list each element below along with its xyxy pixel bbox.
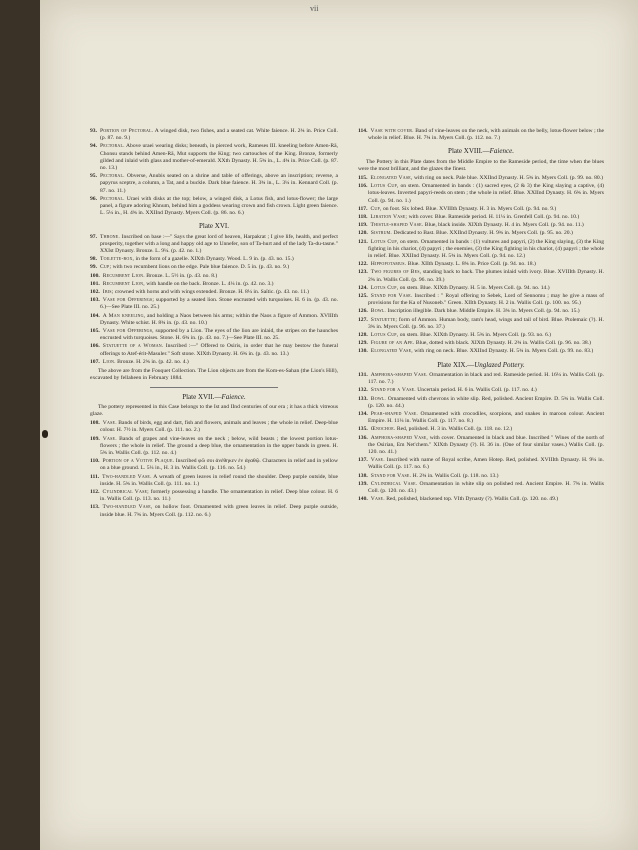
entry-text: Ornamentation in black and red. Rameside period. H. 16¼ in. Wallis Coll. (p. 117. no. 7.)	[368, 371, 604, 386]
catalogue-entry	[90, 234, 338, 256]
entry-number: 108.	[90, 420, 100, 427]
binding-hole	[42, 430, 48, 438]
catalogue-entry	[358, 222, 604, 229]
entry-text: with cover. Blue. Rameside period. H. 11¼ in. Grenfell Coll. (p. 94. no. 10.)	[408, 214, 580, 221]
catalogue-entry	[90, 359, 338, 366]
entry-name: A Man kneeling,	[102, 312, 146, 319]
entry-name: Stand for Vase.	[370, 472, 412, 479]
entry-text: A wreath of green leaves in relief round the shoulder. Deep purple outside, blue inside. H. 5¾ in. Wallis Coll. (p. 111. no. 1.)	[100, 473, 339, 487]
entry-text: Ornamented with crocodiles, scorpions, and snakes in maroon colour. Ancient Empire. H. 11¼ in. Wallis Coll. (p. 117. no. 8.)	[368, 410, 605, 425]
entry-text: with handle on the back. Bronze. L. 4¼ in. (p. 42. no. 3.)	[146, 280, 274, 287]
entry-text: with cover. Ornamented in black and blue. Inscribed " Wines of the north of the Osirian, Em Net'chem." XIXth Dynasty (?). H. 36 in. (One of four similar vases.) Wallis Coll. (p. 120. no. 41.)	[368, 434, 605, 455]
entry-name: Bowl.	[370, 395, 387, 402]
entry-text: Blue, black inside. XIXth Dynasty. H. 4 in. Myers Coll. (p. 94. no. 11.)	[424, 222, 584, 229]
catalogue-entry	[90, 297, 338, 311]
entry-text: Inscribed on base :—" Says the great lord of heaven, Harpakrat ; I give life, health, and perfect prosperity, together with a long and happy old age to Unnefer, son of Ta-hurt and of the lady Ta-du-tasne." XXIst Dynasty. Bronze. L. 9¼. (p. 42. no. 1.)	[100, 233, 338, 255]
entry-name: Two-handled Vase,	[102, 504, 153, 511]
entry-text: Ornamentation in white slip on polished red. Ancient Empire. H. 7¾ in. Wallis Coll. (p. 120. no. 43.)	[368, 480, 604, 494]
entry-name: Lotus Cup,	[370, 183, 399, 190]
catalogue-entry	[90, 458, 338, 472]
entry-text: Inscribed φῶ σοι ἀνέθηκεν ἐν ἀγαθῷ. Characters in relief and in yellow on a blue ground. L. 5¼ in., H. 3 in. Wallis Coll. (p. 116. no. 54.)	[100, 458, 338, 472]
entry-name: Toilette-box,	[100, 256, 135, 263]
entry-name: Hippopotamus.	[370, 261, 407, 268]
catalogue-entry	[358, 293, 604, 307]
entry-number: 121.	[358, 238, 368, 245]
plate-19-heading	[358, 362, 604, 369]
entry-text: Blue. XIIth Dynasty. L. 8¾ in. Price Coll. (p. 94. no. 18.)	[407, 261, 536, 268]
entry-name: Vase.	[102, 420, 117, 427]
entry-number: 104.	[90, 312, 100, 319]
plate-title: Plate XVII.—	[182, 392, 222, 401]
catalogue-entry	[358, 481, 604, 495]
catalogue-entry	[358, 435, 604, 457]
entry-number: 140.	[358, 496, 368, 503]
entry-number: 120.	[358, 230, 368, 237]
catalogue-entry	[358, 285, 604, 292]
entry-name: Thistle-shaped Vase.	[370, 222, 424, 229]
page-number: vii	[310, 4, 319, 13]
entry-number: 93.	[90, 128, 97, 134]
plate-18-heading	[358, 148, 604, 155]
entry-text: Band of vine-leaves on the neck, with animals on the belly, lotus-flower below ; the whole in relief. Blue. H. 7¾ in. Myers Coll. (p. 112. no. 7.)	[368, 128, 604, 142]
plate-subtitle: Faience.	[221, 392, 246, 401]
catalogue-entry	[358, 457, 604, 471]
catalogue-entry	[358, 175, 604, 182]
entry-text: Blue, dotted with black. XIXth Dynasty. H. 2¾ in. Wallis Coll. (p. 96. no. 38.)	[415, 340, 591, 347]
entry-name: Œnochoe.	[370, 426, 396, 433]
entry-text: Bronze. H. 2¾ in. (p. 42. no. 4.)	[117, 358, 189, 365]
entry-number: 115.	[358, 175, 368, 182]
entry-number: 123.	[358, 269, 368, 276]
entry-name: Amphora-shaped Vase.	[370, 371, 428, 378]
catalogue-entry	[358, 308, 604, 315]
entry-number: 113.	[90, 504, 100, 511]
entry-name: Recumbent Lion.	[102, 272, 145, 279]
catalogue-entry	[90, 328, 338, 342]
entry-name: Figure of an Ape.	[370, 340, 415, 347]
entry-number: 102.	[90, 289, 100, 296]
entry-name: Pectoral.	[100, 173, 125, 180]
plate-subtitle: Unglazed Pottery.	[474, 360, 525, 369]
catalogue-entry	[358, 496, 604, 503]
entry-text: Obverse, Anubis seated on a shrine and table of offerings, above an inscription; reverse, a papyrus sceptre, a column, a Tat, and a buckle. Dark blue faience. H. 3¾ in., L. 3¼ in. Kennard Coll. (p. 87. no. 11.)	[100, 173, 338, 194]
entry-text: Dedicated to Bast. Blue. XXIInd Dynasty. H. 9¾ in. Myers Coll. (p. 95. no. 20.)	[393, 230, 573, 237]
entry-name: Lotus Cup,	[370, 332, 399, 339]
catalogue-entry	[358, 214, 604, 221]
entry-text: supported by a Lion. The eyes of the lion are inlaid, the stripes on the haunches encrusted with turquoises. Stone. H. 6¾ in. (p. 43. no. 7.)—See Plate III. no. 25.	[100, 328, 338, 342]
entry-number: 122.	[358, 261, 368, 268]
entry-number: 128.	[358, 332, 368, 339]
entry-text: Inscribed with name of Royal scribe, Amen Hotep. Red, polished. XVIIIth Dynasty. H. 9¼ in. Wallis Coll. (p. 117. no. 6.)	[368, 457, 604, 471]
entry-name: Statuette;	[370, 316, 398, 323]
entry-number: 119.	[358, 222, 368, 229]
catalogue-entry	[358, 239, 604, 261]
catalogue-entry	[358, 183, 604, 205]
plate-title: Plate XVI.	[199, 222, 229, 231]
catalogue-entry	[90, 474, 338, 488]
entry-name: Stand for Vase.	[370, 293, 413, 300]
entry-number: 98.	[90, 256, 97, 263]
catalogue-entry	[358, 332, 604, 339]
entry-number: 94.	[90, 143, 97, 150]
entry-number: 95.	[90, 173, 97, 180]
entry-number: 124.	[358, 284, 368, 291]
plate-subtitle: Faience.	[489, 147, 514, 156]
entry-number: 117.	[358, 205, 368, 212]
entry-number: 111.	[90, 473, 100, 480]
entry-number: 130.	[358, 348, 368, 355]
entry-number: 126.	[358, 308, 368, 315]
entry-number: 96.	[90, 195, 97, 202]
catalogue-entry	[358, 317, 604, 331]
catalogue-entry	[358, 230, 604, 237]
catalogue-entry	[358, 473, 604, 480]
plate-title: Plate XVIII.—	[448, 147, 490, 156]
entry-number: 109.	[90, 435, 100, 442]
entry-name: Pectoral.	[100, 143, 125, 150]
entry-text: Uraei with disks at the top; below, a winged disk, a Lotus fish, and lotus-flower; the large panel, a figure adoring Khnum, behind him a goddess wearing crown and fish crown. Light green faience. L. 5¼ in., H. 4¾ in. XXIInd Dynasty. Myers Coll. (p. 86. no. 6.)	[100, 195, 338, 217]
catalogue-entry	[90, 436, 338, 458]
catalogue-entry	[90, 173, 338, 195]
catalogue-entry	[90, 256, 338, 263]
entry-name: Vase.	[370, 496, 385, 503]
entry-number: 131.	[358, 371, 368, 378]
entry-number: 114.	[358, 128, 368, 134]
entry-name: Two figures of Bes,	[370, 269, 422, 276]
catalogue-entry	[90, 489, 338, 503]
entry-name: Cylindrical Vase.	[370, 480, 418, 487]
entry-name: Lotus Cup,	[370, 284, 399, 291]
plate-18-intro: The Pottery in this Plate dates from the Middle Empire to the Rameside period, the time when the blues were the most brilliant, and the glazes the finest.	[358, 158, 604, 172]
entry-text: on hollow foot. Ornamented with green leaves in relief. Deep purple outside, inside blue. H. 7¾ in. Myers Coll. (p. 112. no. 6.)	[100, 504, 338, 518]
entry-name: Vase with cover.	[370, 128, 414, 134]
entry-name: Libation Vase;	[370, 214, 408, 221]
entry-name: Vase for Offerings,	[102, 328, 154, 335]
plate-title: Plate XIX.—	[437, 360, 475, 369]
left-column	[90, 128, 338, 520]
catalogue-entry	[90, 143, 338, 172]
entry-text: Red, polished. H. 3 in. Wallis Coll. (p. 118. no. 12.)	[396, 426, 513, 433]
entry-name: Vase for Offerings;	[102, 297, 155, 304]
entry-number: 103.	[90, 297, 100, 304]
entry-text: Bands of grapes and vine-leaves on the neck ; below, wild beasts ; the lowest portion lotus-flowers ; the whole in relief. The ground a deep blue, the ornamentation in the upper bands in green. H. 5¾ in. Wallis Coll. (p. 112. no. 4.)	[100, 435, 338, 456]
catalogue-entry	[358, 387, 604, 394]
entry-name: Lotus Cup,	[370, 238, 399, 245]
entry-text: with two recumbent lions on the edge. Pale blue faience. D. 5 in. (p. 43. no. 9.)	[112, 264, 290, 271]
entry-text: on stem. Blue. XIXth Dynasty. H. 5 in. Myers Coll. (p. 94. no. 14.)	[399, 284, 550, 291]
entry-name: Two-handled Vase.	[102, 473, 152, 480]
entry-name: Elongated Vase,	[370, 175, 413, 182]
entry-text: with ring on neck. Blue. XXIInd Dynasty. H. 5¾ in. Myers Coll. (p. 99. no. 83.)	[414, 348, 594, 355]
entry-text: Uncertain period. H. 6 in. Wallis Coll. (p. 117. no. 4.)	[417, 387, 537, 394]
entry-name: Pectoral.	[100, 195, 125, 202]
catalogue-entry	[358, 372, 604, 386]
entry-text: on stem. Blue. XIXth Dynasty. H. 5¾ in. Myers Coll. (p. 93. no. 6.)	[399, 332, 551, 339]
entry-text: Inscribed : " Royal offering to Sebek, Lord of Sennomu ; may he give a mass of provisions for the Ka of Nusoneb." Green. XIIth Dynasty. H. 2 in. Wallis Coll. (p. 100. no. 95.)	[368, 293, 604, 307]
entry-number: 118.	[358, 214, 368, 221]
entry-name: Bowl.	[370, 308, 387, 315]
catalogue-entry	[358, 269, 604, 283]
entry-name: Cup,	[370, 205, 382, 212]
entry-number: 107.	[90, 358, 100, 365]
catalogue-entry	[90, 504, 338, 518]
entry-number: 135.	[358, 426, 368, 433]
entry-number: 99.	[90, 264, 97, 271]
entry-text: A winged disk, two fishes, and a seated cat. White faience. H. 2¾ in. Price Coll. (p. 87. no. 9.)	[100, 128, 338, 142]
entry-number: 110.	[90, 458, 100, 465]
catalogue-entry	[90, 343, 338, 357]
plate-17-heading	[90, 394, 338, 401]
catalogue-entry	[358, 206, 604, 213]
catalogue-entry	[90, 281, 338, 288]
entry-text: Ornamented with chevrons in white slip. Red, polished. Ancient Empire. D. 5¾ in. Wallis Coll. (p. 120. no. 44.)	[368, 395, 604, 409]
entry-text: and holding a Naos between his arms; within the Naos a figure of Ammon. XVIIIth Dynasty. White schist. H. 8¾ in. (p. 43. no. 10.)	[100, 312, 338, 326]
entry-name: Recumbent Lion,	[102, 280, 145, 287]
entry-name: Cylindrical Vase;	[102, 488, 149, 495]
plate-17-intro: The pottery represented in this Case belongs to the Ist and IInd centuries of our era ; it has a thick vitreous glaze.	[90, 403, 338, 417]
plate-16-note: The above are from the Fouquet Collection. The Lion objects are from the Kom-es-Sahan (the Lion's Hill), excavated by fellaheen in February 1884.	[90, 368, 338, 382]
catalogue-entry	[90, 313, 338, 327]
catalogue-entry	[358, 128, 604, 142]
entry-text: Inscribed :—" Offered to Osiris, in order that he may bestow the funeral offerings to Atef-érit-Masuler." Soft stone. XIXth Dynasty. H. 6¾ in. (p. 43. no. 13.)	[100, 343, 339, 357]
entry-text: Above uraei wearing disks; beneath, in pierced work, Rameses III. kneeling before Amen-Rā, Chonsu stands behind Amen-Rā, Mut supports the King; two cartouches of the King. Bronze, formerly gilded and inlaid with glass and mother-of-emerald. XXth Dynasty. H. 5¾ in., L. 4¾ in. Price Coll. (p. 87. no. 13.)	[100, 143, 339, 172]
entry-name: Pear-shaped Vase.	[370, 410, 419, 417]
entry-number: 106.	[90, 343, 100, 350]
catalogue-entry	[90, 420, 338, 434]
entry-name: Statuette of a Woman.	[102, 343, 164, 350]
entry-name: Vase.	[102, 435, 117, 442]
entry-number: 97.	[90, 233, 97, 240]
catalogue-entry	[90, 264, 338, 271]
entry-number: 133.	[358, 395, 368, 402]
entry-name: Cup;	[100, 264, 112, 271]
entry-name: Throne.	[100, 233, 120, 240]
entry-number: 139.	[358, 480, 368, 487]
entry-number: 129.	[358, 340, 368, 347]
entry-number: 100.	[90, 272, 100, 279]
entry-text: H. 2¾ in. Wallis Coll. (p. 118. no. 13.)	[412, 472, 499, 479]
entry-name: Stand for a Vase.	[370, 387, 416, 394]
entry-text: in the form of a gazelle. XIXth Dynasty. Wood. L. 9 in. (p. 43. no. 15.)	[135, 256, 294, 263]
entry-number: 112.	[90, 488, 100, 495]
plate-16-heading	[90, 223, 338, 230]
entry-text: supported by a seated lion. Stone encrusted with turquoises. H. 6 in. (p. 43. no. 6.)—See Plate III. no. 25.)	[100, 297, 338, 311]
entry-number: 105.	[90, 328, 100, 335]
catalogue-entry	[358, 396, 604, 410]
entry-text: Bronze. L. 5½ in. (p. 43. no. 8.)	[146, 272, 218, 279]
entry-number: 134.	[358, 410, 368, 417]
entry-number: 136.	[358, 434, 368, 441]
entry-name: Portion of Pectoral.	[100, 128, 154, 134]
entry-text: Red, polished, blackened top. VIth Dynasty (?). Wallis Coll. (p. 120. no. 49.)	[386, 496, 559, 503]
entry-text: with ring on neck. Pale blue. XXIInd Dynasty. H. 5¾ in. Myers Coll. (p. 99. no. 80.)	[413, 175, 603, 182]
catalogue-entry	[90, 128, 338, 142]
entry-name: Ibis;	[102, 289, 114, 296]
catalogue-entry	[358, 340, 604, 347]
catalogue-entry	[358, 348, 604, 355]
entry-name: Sistrum.	[370, 230, 393, 237]
catalogue-entry	[90, 196, 338, 218]
entry-text: Inscription illegible. Dark blue. Middle Empire. H. 3¾ in. Myers Coll. (p. 94. no. 15.)	[387, 308, 580, 315]
entry-number: 101.	[90, 280, 100, 287]
divider-rule	[150, 387, 278, 388]
entry-text: Bands of birds, egg and dart, fish and flowers, animals and leaves ; the whole in relief. Deep-blue colour. H. 7½ in. Myers Coll. (p. 111. no. 2.)	[100, 420, 338, 434]
entry-number: 138.	[358, 472, 368, 479]
catalogue-entry	[90, 289, 338, 296]
entry-name: Elongated Vase,	[370, 348, 413, 355]
entry-name: Portion of a Votive Plaque.	[102, 458, 175, 465]
entry-name: Vase.	[370, 457, 385, 464]
catalogue-entry	[358, 426, 604, 433]
entry-name: Lion.	[102, 358, 116, 365]
entry-text: on foot. Six lobed. Blue. XVIIIth Dynasty. H. 3 in. Myers Coll. (p. 94. no. 9.)	[382, 205, 557, 212]
entry-text: on stem. Ornamented in bands : (1) vultures and papyri, (2) the King slaying, (3) the King fighting in his chariot, (4) papyri ; the enemies, (3) the King fighting in his chariot, (4) papyri ; the whole in relief. Blue. XXIInd Dynasty. H. 5¾ in. Myers Coll. (p. 94. no. 12.)	[368, 238, 604, 260]
entry-number: 127.	[358, 316, 368, 323]
book-page	[40, 0, 638, 850]
entry-number: 116.	[358, 183, 368, 190]
entry-number: 132.	[358, 387, 368, 394]
entry-name: Amphora-shaped Vase,	[370, 434, 429, 441]
catalogue-entry	[358, 261, 604, 268]
entry-text: formerly possessing a handle. The ornamentation in relief. Deep blue colour. H. 6 in. Wallis Coll. (p. 113. no. 11.)	[100, 488, 338, 503]
entry-number: 125.	[358, 293, 368, 300]
right-column	[358, 128, 604, 504]
entry-number: 137.	[358, 457, 368, 464]
entry-text: on stem. Ornamented in bands : (1) sacred eyes, (2 & 3) the King slaying a captive, (4) lotus-leaves. Inverted papyri-reeds on stem ; the whole in relief. Blue. XXIInd Dynasty. H. 6¾ in. Myers Coll. (p. 94. no. 1.)	[368, 183, 604, 204]
entry-text: standing back to back. The plumes inlaid with ivory. Blue. XVIIIth Dynasty. H. 2¾ in. Wallis Coll. (p. 96. no. 39.)	[368, 269, 604, 283]
entry-text: form of Ammon. Human body, ram's head, wings and tail of bird. Blue. Ptolemaic (?). H. 3¾ in. Myers Coll. (p. 96. no. 37.)	[368, 316, 604, 330]
catalogue-entry	[90, 273, 338, 280]
entry-text: crowned with horns and with wings extended. Bronze. H. 8¼ in. Saïtic. (p. 43. no. 11.)	[114, 289, 310, 296]
catalogue-entry	[358, 411, 604, 425]
